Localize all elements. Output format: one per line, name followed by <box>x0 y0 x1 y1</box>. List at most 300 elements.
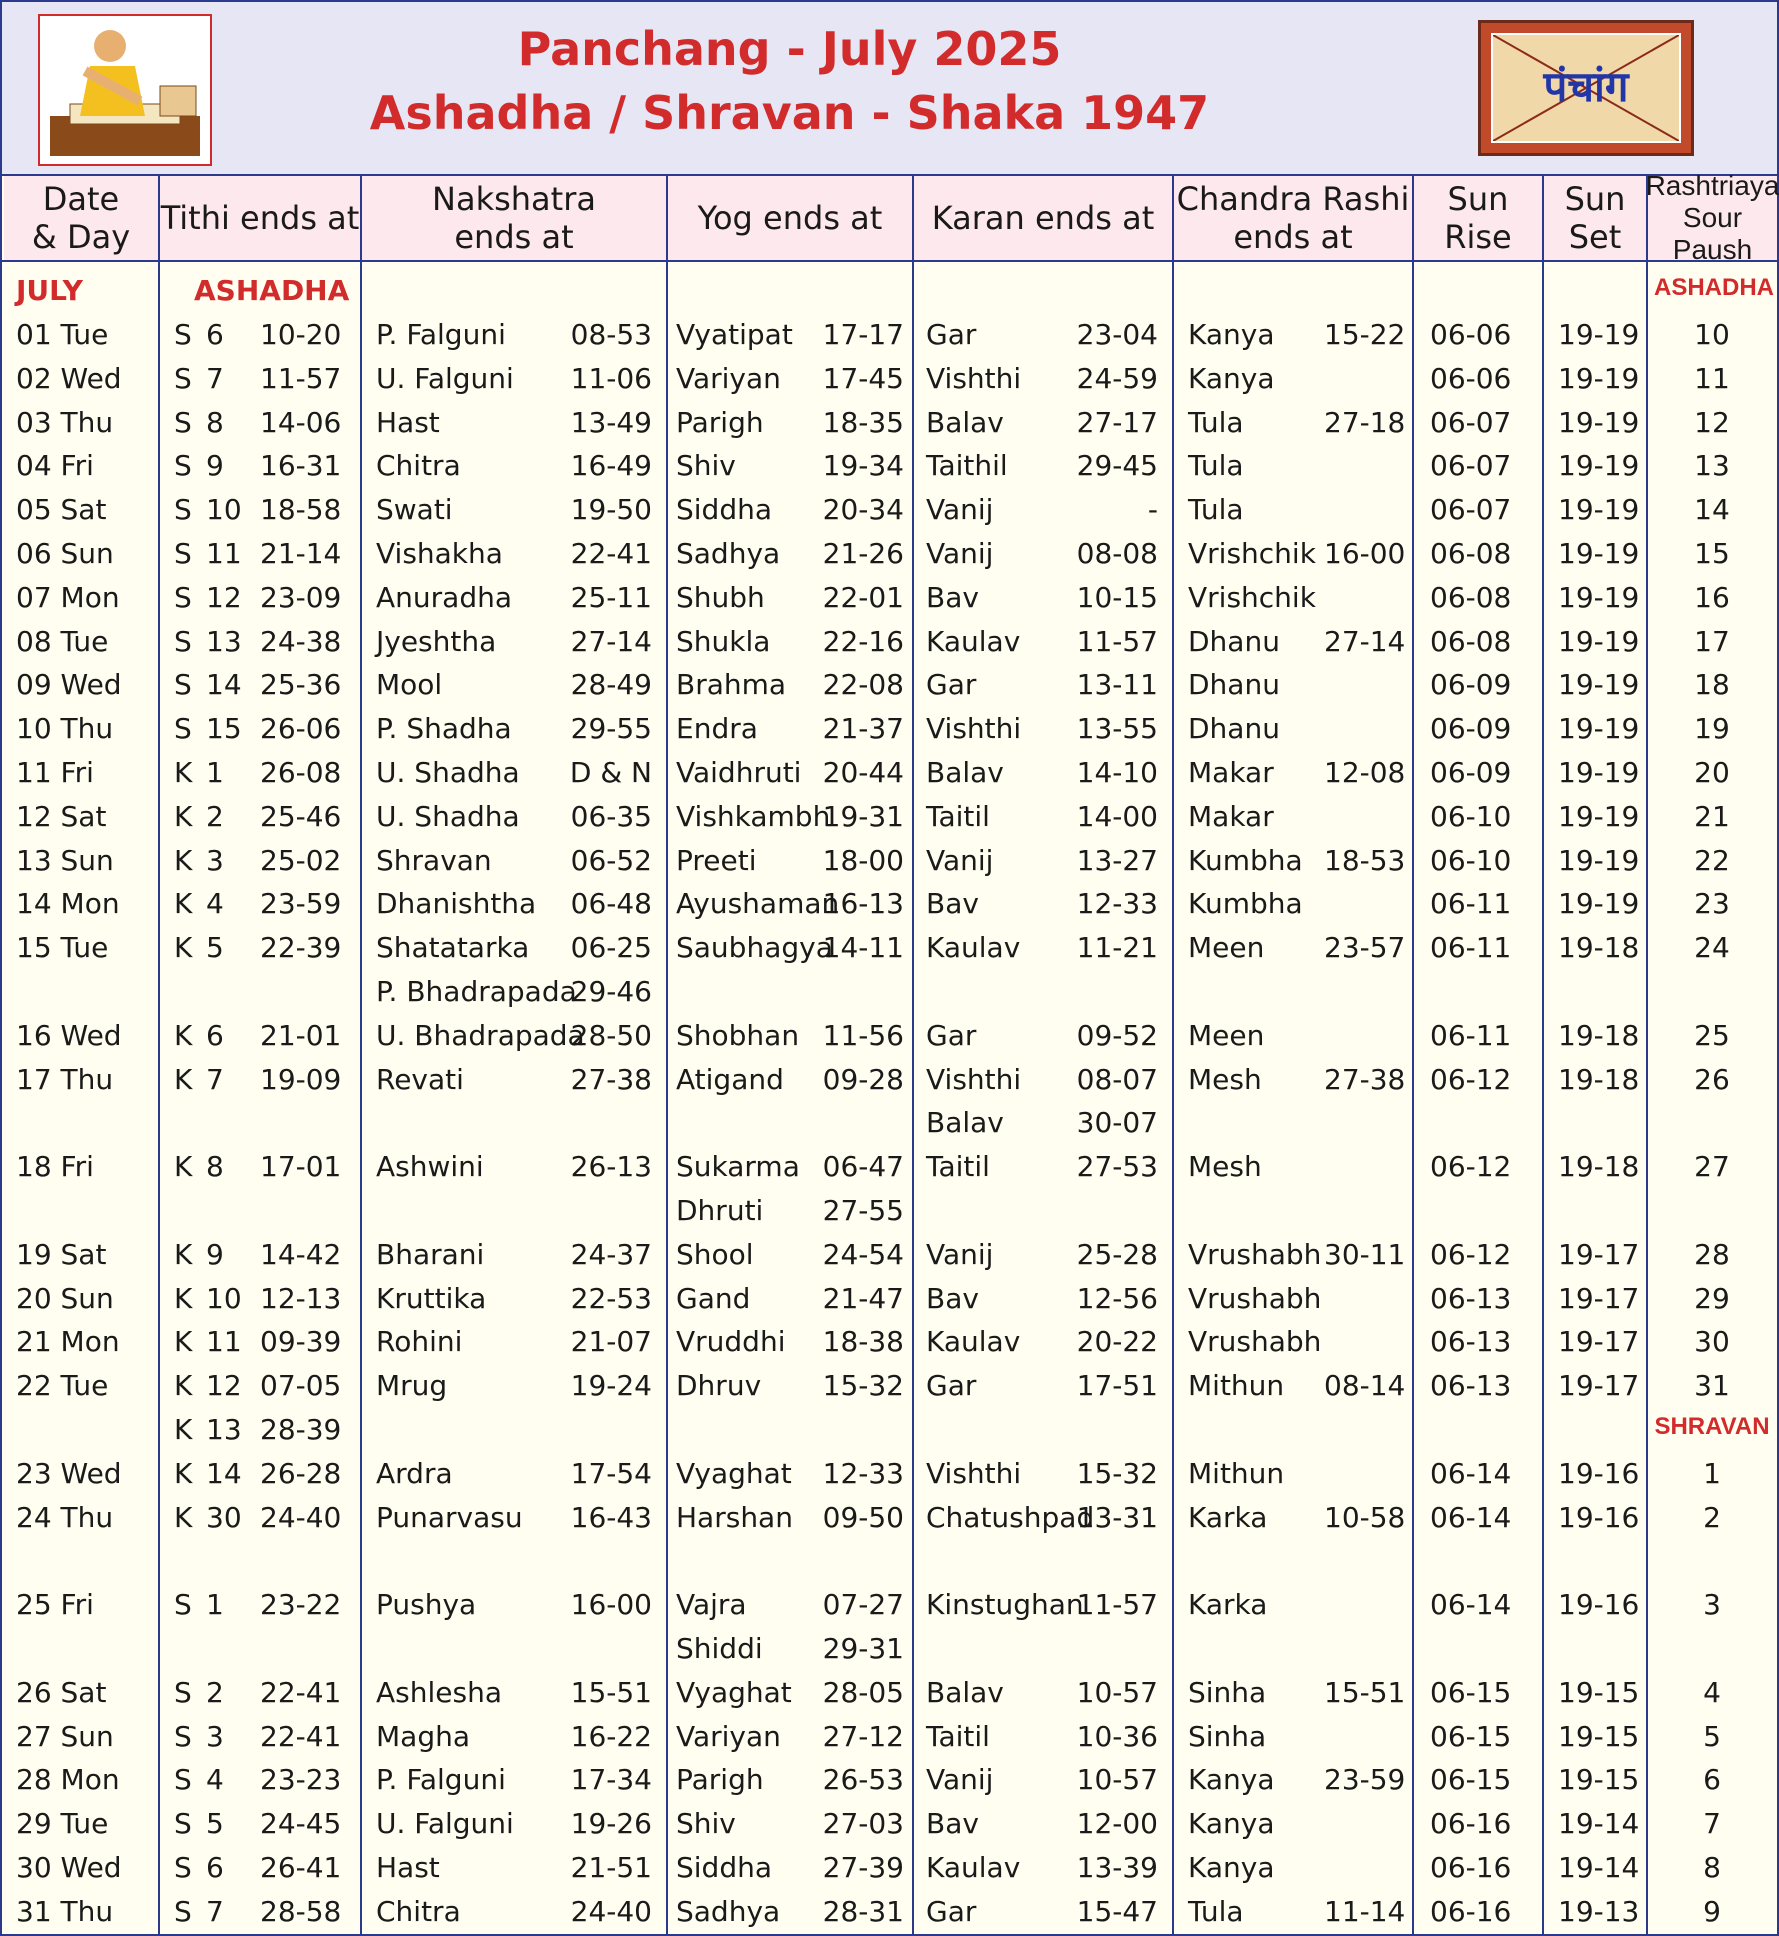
date-cell: 20 Sun <box>16 1281 114 1315</box>
tithi-paksha: K <box>174 887 193 921</box>
date-cell: 31 Thu <box>16 1894 114 1928</box>
table-row <box>2 1801 1777 1845</box>
nakshatra-time: 22-53 <box>570 1281 652 1315</box>
yog-time: 18-00 <box>822 843 904 877</box>
karan-time: 11-57 <box>1076 624 1158 658</box>
tithi-paksha: S <box>174 449 192 483</box>
tithi-paksha: K <box>174 756 193 789</box>
nakshatra-name: Pushya <box>376 1588 477 1622</box>
table-row <box>2 1013 1777 1057</box>
nakshatra-name: Punarvasu <box>376 1500 523 1534</box>
rsp-day: 24 <box>1694 931 1730 965</box>
date-cell: 30 Wed <box>16 1851 122 1884</box>
title-line1: Panchang - July 2025 <box>517 22 1062 76</box>
rsp-day: 23 <box>1694 887 1730 921</box>
nakshatra-name: Ardra <box>376 1456 453 1490</box>
tithi-number: 30 <box>206 1500 242 1534</box>
tithi-paksha: S <box>174 1807 192 1841</box>
sunset-time: 19-19 <box>1558 361 1640 395</box>
yog-name: Shubh <box>676 580 765 614</box>
tithi-time: 18-58 <box>260 493 342 527</box>
tithi-time: 21-01 <box>260 1018 342 1052</box>
karan-time: 15-32 <box>1076 1456 1158 1490</box>
table-row <box>2 1538 1777 1582</box>
nakshatra-name: U. Bhadrapada <box>376 1018 585 1052</box>
nakshatra-name: Shravan <box>376 843 492 877</box>
yog-time: 27-12 <box>822 1719 904 1753</box>
table-row <box>2 356 1777 400</box>
col-head-rsp: Rashtriaya Sour Paush <box>1645 170 1779 265</box>
nakshatra-name: Ashlesha <box>376 1675 502 1709</box>
sunrise-time: 06-15 <box>1430 1675 1512 1709</box>
rashi-name: Tula <box>1188 1894 1244 1928</box>
table-row <box>2 1319 1777 1363</box>
rsp-day: 7 <box>1703 1807 1721 1841</box>
yog-name: Sadhya <box>676 537 781 570</box>
tithi-time: 14-42 <box>260 1237 342 1271</box>
karan-name: Taitil <box>926 1150 990 1184</box>
date-cell: 21 Mon <box>16 1325 120 1359</box>
tithi-paksha: K <box>174 799 193 833</box>
rsp-day: 12 <box>1694 405 1730 439</box>
tithi-paksha: S <box>174 624 192 658</box>
sunrise-time: 06-07 <box>1430 449 1512 483</box>
sunset-time: 19-18 <box>1558 1062 1640 1096</box>
nakshatra-time: 21-51 <box>570 1851 652 1884</box>
tithi-time: 14-06 <box>260 405 342 439</box>
rsp-day: 10 <box>1694 318 1730 351</box>
yog-name: Parigh <box>676 1763 764 1797</box>
nakshatra-name: Rohini <box>376 1325 463 1359</box>
table-row <box>2 969 1777 1013</box>
tithi-number: 14 <box>206 1456 242 1490</box>
table-row <box>2 794 1777 838</box>
rsp-day: 19 <box>1694 712 1730 746</box>
rashi-time: 23-57 <box>1324 931 1406 965</box>
tithi-paksha: S <box>174 712 192 746</box>
karan-name: Bav <box>926 580 979 614</box>
rashi-name: Kanya <box>1188 318 1275 351</box>
sunrise-time: 06-12 <box>1430 1150 1512 1184</box>
tithi-paksha: S <box>174 1719 192 1753</box>
rashi-time: 18-53 <box>1324 843 1406 877</box>
karan-time: 14-00 <box>1076 799 1158 833</box>
tithi-paksha: S <box>174 361 192 395</box>
tithi-paksha: S <box>174 405 192 439</box>
sunset-time: 19-19 <box>1558 318 1640 351</box>
tithi-number: 10 <box>206 1281 242 1315</box>
tithi-number: 1 <box>206 1588 224 1622</box>
sunset-time: 19-13 <box>1558 1894 1640 1928</box>
rashi-name: Vrishchik <box>1188 537 1316 570</box>
yog-time: 28-31 <box>822 1894 904 1928</box>
rsp-day: 2 <box>1703 1500 1721 1534</box>
tithi-number: 7 <box>206 1062 224 1096</box>
tithi-paksha: K <box>174 931 193 965</box>
tithi-time: 23-23 <box>260 1763 342 1797</box>
tithi-paksha: K <box>174 843 193 877</box>
karan-name: Vanij <box>926 1763 994 1797</box>
tithi-time: 16-31 <box>260 449 342 483</box>
tithi-number: 6 <box>206 1018 224 1052</box>
rashi-time: 10-58 <box>1324 1500 1406 1534</box>
date-cell: 11 Fri <box>16 756 94 789</box>
date-cell: 25 Fri <box>16 1588 94 1622</box>
sunrise-time: 06-07 <box>1430 493 1512 527</box>
table-row <box>2 1363 1777 1407</box>
date-cell: 14 Mon <box>16 887 120 921</box>
karan-time: 25-28 <box>1076 1237 1158 1271</box>
yog-name: Vishkambh <box>676 799 831 833</box>
nakshatra-time: 29-55 <box>570 712 652 746</box>
karan-name: Kinstughan <box>926 1588 1084 1622</box>
yog-time: 17-45 <box>822 361 904 395</box>
tithi-paksha: K <box>174 1369 193 1403</box>
rashi-name: Sinha <box>1188 1719 1267 1753</box>
nakshatra-name: P. Bhadrapada <box>376 975 577 1008</box>
rashi-time: 15-22 <box>1324 318 1406 351</box>
sunrise-time: 06-08 <box>1430 624 1512 658</box>
title-line2: Ashadha / Shravan - Shaka 1947 <box>369 86 1210 140</box>
sunrise-time: 06-09 <box>1430 712 1512 746</box>
karan-time: 10-57 <box>1076 1763 1158 1797</box>
rashi-name: Kanya <box>1188 1763 1275 1797</box>
tithi-time: 21-14 <box>260 537 342 570</box>
nakshatra-time: 17-34 <box>570 1763 652 1797</box>
nakshatra-name: Mrug <box>376 1369 448 1403</box>
yog-time: 16-13 <box>822 887 904 921</box>
rashi-name: Meen <box>1188 931 1265 965</box>
rashi-name: Vrushabh <box>1188 1237 1322 1271</box>
tithi-number: 4 <box>206 887 224 921</box>
yog-name: Shool <box>676 1237 754 1271</box>
sunrise-time: 06-16 <box>1430 1894 1512 1928</box>
date-cell: 18 Fri <box>16 1150 94 1184</box>
karan-time: - <box>1147 493 1158 527</box>
table-row <box>2 838 1777 882</box>
rashi-time: 27-14 <box>1324 624 1406 658</box>
tithi-paksha: K <box>174 1281 193 1315</box>
tithi-paksha: K <box>174 1456 193 1490</box>
yog-time: 09-28 <box>822 1062 904 1096</box>
yog-time: 27-55 <box>822 1194 904 1227</box>
sunset-time: 19-15 <box>1558 1719 1640 1753</box>
tithi-time: 22-39 <box>260 931 342 965</box>
sunset-time: 19-14 <box>1558 1851 1640 1884</box>
karan-time: 20-22 <box>1076 1325 1158 1359</box>
yog-time: 21-47 <box>822 1281 904 1315</box>
yog-name: Brahma <box>676 668 787 702</box>
table-row <box>2 443 1777 487</box>
tithi-paksha: S <box>174 1675 192 1709</box>
sunrise-time: 06-15 <box>1430 1763 1512 1797</box>
nakshatra-time: 08-53 <box>570 318 652 351</box>
karan-name: Bav <box>926 1281 979 1315</box>
sunrise-time: 06-12 <box>1430 1237 1512 1271</box>
yog-name: Variyan <box>676 1719 781 1753</box>
karan-time: 08-07 <box>1076 1062 1158 1096</box>
date-cell: 04 Fri <box>16 449 94 483</box>
tithi-time: 26-28 <box>260 1456 342 1490</box>
rsp-day: 31 <box>1694 1369 1730 1403</box>
tithi-number: 15 <box>206 712 242 746</box>
nakshatra-name: U. Shadha <box>376 756 520 789</box>
table-row <box>2 706 1777 750</box>
date-cell: 13 Sun <box>16 843 114 877</box>
yog-name: Sadhya <box>676 1894 781 1928</box>
table-row <box>2 881 1777 925</box>
sunrise-time: 06-12 <box>1430 1062 1512 1096</box>
karan-time: 10-15 <box>1076 580 1158 614</box>
yog-time: 22-01 <box>822 580 904 614</box>
yog-name: Dhruti <box>676 1194 764 1227</box>
date-cell: 23 Wed <box>16 1456 122 1490</box>
tithi-time: 10-20 <box>260 318 342 351</box>
sunrise-time: 06-13 <box>1430 1325 1512 1359</box>
rashi-time: 12-08 <box>1324 756 1406 789</box>
karan-time: 13-11 <box>1076 668 1158 702</box>
yog-name: Vruddhi <box>676 1325 786 1359</box>
karan-name: Gar <box>926 318 977 351</box>
date-cell: 12 Sat <box>16 799 107 833</box>
date-cell: 06 Sun <box>16 537 114 570</box>
date-cell: 27 Sun <box>16 1719 114 1753</box>
col-head-karan: Karan ends at <box>914 176 1172 260</box>
karan-name: Balav <box>926 405 1004 439</box>
tithi-time: 26-08 <box>260 756 342 789</box>
yog-time: 27-39 <box>822 1851 904 1884</box>
sunrise-time: 06-14 <box>1430 1500 1512 1534</box>
rsp-day: 15 <box>1694 537 1730 570</box>
nakshatra-time: 17-54 <box>570 1456 652 1490</box>
rashi-time: 15-51 <box>1324 1675 1406 1709</box>
rashi-name: Mesh <box>1188 1150 1262 1184</box>
tithi-time: 24-38 <box>260 624 342 658</box>
sunrise-time: 06-13 <box>1430 1369 1512 1403</box>
tithi-number: 10 <box>206 493 242 527</box>
rsp-day: 20 <box>1694 756 1730 789</box>
rsp-day: 21 <box>1694 799 1730 833</box>
nakshatra-name: Dhanishtha <box>376 887 537 921</box>
nakshatra-time: 27-14 <box>570 624 652 658</box>
tithi-paksha: S <box>174 1851 192 1884</box>
tithi-time: 19-09 <box>260 1062 342 1096</box>
karan-time: 12-00 <box>1076 1807 1158 1841</box>
tithi-time: 23-22 <box>260 1588 342 1622</box>
yog-name: Atigand <box>676 1062 784 1096</box>
karan-time: 12-33 <box>1076 887 1158 921</box>
karan-name: Vanij <box>926 537 994 570</box>
sunrise-time: 06-06 <box>1430 361 1512 395</box>
rsp-day: 29 <box>1694 1281 1730 1315</box>
karan-name: Vishthi <box>926 712 1022 746</box>
yog-time: 14-11 <box>822 931 904 965</box>
date-cell: 28 Mon <box>16 1763 120 1797</box>
rashi-name: Vrushabh <box>1188 1281 1322 1315</box>
tithi-month-label: ASHADHA <box>194 274 350 307</box>
karan-time: 29-45 <box>1076 449 1158 483</box>
col-head-sunset: Sun Set <box>1544 176 1646 260</box>
table-row <box>2 1144 1777 1188</box>
karan-time: 23-04 <box>1076 318 1158 351</box>
karan-time: 24-59 <box>1076 361 1158 395</box>
sunset-time: 19-17 <box>1558 1237 1640 1271</box>
tithi-time: 07-05 <box>260 1369 342 1403</box>
date-cell: 24 Thu <box>16 1500 114 1534</box>
sunrise-time: 06-09 <box>1430 668 1512 702</box>
karan-name: Bav <box>926 1807 979 1841</box>
nakshatra-name: Bharani <box>376 1237 485 1271</box>
sunset-time: 19-19 <box>1558 843 1640 877</box>
nakshatra-name: Vishakha <box>376 537 503 570</box>
rashi-name: Vrushabh <box>1188 1325 1322 1359</box>
table-row <box>2 1188 1777 1232</box>
rashi-name: Karka <box>1188 1500 1268 1534</box>
nakshatra-name: U. Shadha <box>376 799 520 833</box>
nakshatra-name: Swati <box>376 493 453 527</box>
yog-time: 15-32 <box>822 1369 904 1403</box>
rashi-name: Sinha <box>1188 1675 1267 1709</box>
table-row <box>2 662 1777 706</box>
date-cell: 08 Tue <box>16 624 109 658</box>
rsp-day: 28 <box>1694 1237 1730 1271</box>
karan-name: Taitil <box>926 799 990 833</box>
table-row <box>2 1845 1777 1889</box>
tithi-number: 3 <box>206 843 224 877</box>
rashi-name: Makar <box>1188 756 1274 789</box>
yog-time: 09-50 <box>822 1500 904 1534</box>
nakshatra-time: 24-37 <box>570 1237 652 1271</box>
tithi-number: 5 <box>206 931 224 965</box>
karan-name: Kaulav <box>926 624 1021 658</box>
rsp-day: 30 <box>1694 1325 1730 1359</box>
sunset-time: 19-16 <box>1558 1588 1640 1622</box>
karan-name: Kaulav <box>926 1851 1021 1884</box>
tithi-number: 11 <box>206 537 242 570</box>
date-cell: 22 Tue <box>16 1369 109 1403</box>
col-head-yog: Yog ends at <box>668 176 912 260</box>
tithi-number: 2 <box>206 1675 224 1709</box>
table-row <box>2 312 1777 356</box>
sunset-time: 19-18 <box>1558 1018 1640 1052</box>
karan-name: Vishthi <box>926 1456 1022 1490</box>
nakshatra-time: 16-43 <box>570 1500 652 1534</box>
nakshatra-time: 11-06 <box>570 361 652 395</box>
nakshatra-time: 19-26 <box>570 1807 652 1841</box>
tithi-time: 09-39 <box>260 1325 342 1359</box>
tithi-number: 3 <box>206 1719 224 1753</box>
date-cell: 01 Tue <box>16 318 109 351</box>
nakshatra-name: Hast <box>376 405 440 439</box>
rashi-name: Tula <box>1188 405 1244 439</box>
karan-time: 11-21 <box>1076 931 1158 965</box>
nakshatra-time: 13-49 <box>570 405 652 439</box>
nakshatra-time: 24-40 <box>570 1894 652 1928</box>
tithi-time: 24-45 <box>260 1807 342 1841</box>
karan-time: 15-47 <box>1076 1894 1158 1928</box>
rsp-day: 26 <box>1694 1062 1730 1096</box>
sunset-time: 19-19 <box>1558 799 1640 833</box>
nakshatra-time: 22-41 <box>570 537 652 570</box>
yog-name: Harshan <box>676 1500 793 1534</box>
karan-name: Kaulav <box>926 1325 1021 1359</box>
tithi-time: 25-46 <box>260 799 342 833</box>
date-cell: 19 Sat <box>16 1237 107 1271</box>
tithi-paksha: S <box>174 668 192 702</box>
karan-time: 13-39 <box>1076 1851 1158 1884</box>
nakshatra-name: Chitra <box>376 449 461 483</box>
table-row <box>2 1451 1777 1495</box>
rashi-name: Dhanu <box>1188 668 1280 702</box>
nakshatra-time: 19-50 <box>570 493 652 527</box>
tithi-number: 7 <box>206 1894 224 1928</box>
karan-name: Balav <box>926 756 1004 789</box>
tithi-time: 24-40 <box>260 1500 342 1534</box>
nakshatra-name: Magha <box>376 1719 470 1753</box>
rashi-time: 23-59 <box>1324 1763 1406 1797</box>
rsp-day: 8 <box>1703 1851 1721 1884</box>
table-row <box>2 1407 1777 1451</box>
date-cell: 05 Sat <box>16 493 107 527</box>
nakshatra-name: Kruttika <box>376 1281 487 1315</box>
sunset-time: 19-17 <box>1558 1325 1640 1359</box>
yog-name: Siddha <box>676 493 773 527</box>
yog-time: 06-47 <box>822 1150 904 1184</box>
logo-text: पंचांग <box>1543 62 1629 111</box>
tithi-paksha: S <box>174 580 192 614</box>
rashi-name: Tula <box>1188 449 1244 483</box>
tithi-time: 26-41 <box>260 1851 342 1884</box>
yog-time: 27-03 <box>822 1807 904 1841</box>
sunset-time: 19-19 <box>1558 887 1640 921</box>
nakshatra-name: Shatatarka <box>376 931 530 965</box>
table-row <box>2 1626 1777 1670</box>
col-head-nakshatra: Nakshatra ends at <box>362 176 666 260</box>
karan-name: Kaulav <box>926 931 1021 965</box>
rsp-day: 11 <box>1694 361 1730 395</box>
nakshatra-name: P. Falguni <box>376 1763 506 1797</box>
tithi-time: 26-06 <box>260 712 342 746</box>
yog-time: 21-26 <box>822 537 904 570</box>
nakshatra-time: 28-49 <box>570 668 652 702</box>
karan-name: Vanij <box>926 1237 994 1271</box>
yog-time: 24-54 <box>822 1237 904 1271</box>
karan-name: Gar <box>926 1894 977 1928</box>
tithi-time: 11-57 <box>260 361 342 395</box>
yog-name: Gand <box>676 1281 751 1315</box>
table-row <box>2 1757 1777 1801</box>
tithi-number: 7 <box>206 361 224 395</box>
yog-name: Vaidhruti <box>676 756 802 789</box>
sunset-time: 19-19 <box>1558 493 1640 527</box>
tithi-paksha: S <box>174 1763 192 1797</box>
tithi-number: 13 <box>206 1413 242 1446</box>
yog-time: 20-34 <box>822 493 904 527</box>
table-row <box>2 400 1777 444</box>
sunset-time: 19-19 <box>1558 756 1640 789</box>
tithi-paksha: S <box>174 537 192 570</box>
tithi-number: 2 <box>206 799 224 833</box>
yog-name: Vajra <box>676 1588 747 1622</box>
nakshatra-time: 06-48 <box>570 887 652 921</box>
nakshatra-time: 15-51 <box>570 1675 652 1709</box>
sunrise-time: 06-07 <box>1430 405 1512 439</box>
rsp-day: 6 <box>1703 1763 1721 1797</box>
table-row <box>2 1714 1777 1758</box>
tithi-number: 14 <box>206 668 242 702</box>
rashi-name: Kanya <box>1188 361 1275 395</box>
table-row <box>2 750 1777 794</box>
